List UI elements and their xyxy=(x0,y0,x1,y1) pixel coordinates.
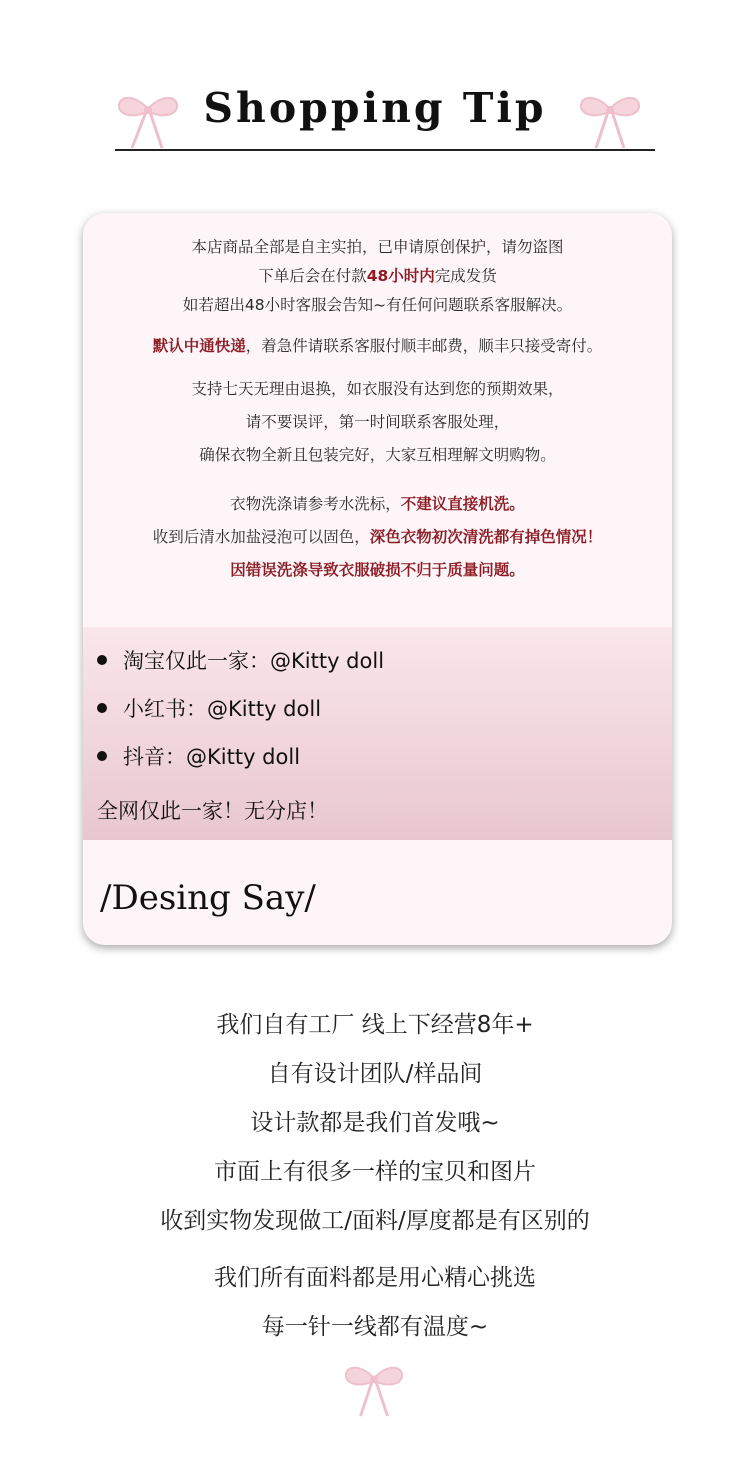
note-highlight: 默认中通快递 xyxy=(152,337,246,355)
note-line: 支持七天无理由退换，如衣服没有达到您的预期效果， xyxy=(191,380,564,398)
shopping-notes xyxy=(83,233,672,587)
header xyxy=(0,0,750,160)
note-line: 确保衣物全新且包装完好，大家互相理解文明购物。 xyxy=(199,446,556,464)
shop-item-label: 抖音：@Kitty doll xyxy=(123,745,301,769)
brand-story xyxy=(0,1001,750,1352)
note-highlight: 不建议直接机洗。 xyxy=(400,495,525,513)
story-line: 市面上有很多一样的宝贝和图片 xyxy=(214,1159,536,1185)
shop-item xyxy=(97,645,384,677)
story-line: 自有设计团队/样品间 xyxy=(267,1061,483,1087)
title-divider xyxy=(115,149,655,151)
note-line xyxy=(83,554,672,587)
note-line: 如若超出48小时客服会告知~有任何问题联系客服解决。 xyxy=(182,296,573,314)
shop-item xyxy=(97,741,300,773)
page-title: Shopping Tip xyxy=(203,84,547,132)
story-line: 收到实物发现做工/面料/厚度都是有区别的 xyxy=(160,1208,590,1234)
note-text: ，着急件请联系客服付顺丰邮费，顺丰只接受寄付。 xyxy=(245,337,603,355)
shop-item-label: 小红书：@Kitty doll xyxy=(123,697,322,721)
story-line: 每一针一线都有温度~ xyxy=(261,1314,489,1340)
story-line: 设计款都是我们首发哦~ xyxy=(250,1110,500,1136)
note-text: 下单后会在付款 xyxy=(258,267,367,285)
note-line: 本店商品全部是自主实拍，已申请原创保护，请勿盗图 xyxy=(191,238,564,256)
note-highlight: 因错误洗涤导致衣服破损不归于质量问题。 xyxy=(230,561,525,579)
info-card xyxy=(83,213,672,945)
bullet-icon xyxy=(97,703,107,713)
bow-ribbon-icon xyxy=(342,1363,406,1419)
bow-ribbon-icon xyxy=(578,93,642,151)
note-line xyxy=(83,262,672,291)
only-store-note: 全网仅此一家！无分店！ xyxy=(97,799,328,823)
note-line: 请不要误评，第一时间联系客服处理， xyxy=(245,413,510,431)
note-line xyxy=(83,488,672,521)
note-highlight: 深色衣物初次清洗都有掉色情况！ xyxy=(369,528,603,546)
bullet-icon xyxy=(97,655,107,665)
note-text: 收到后清水加盐浸泡可以固色， xyxy=(152,528,370,546)
shop-list-band xyxy=(83,627,672,840)
design-say-heading: /Desing Say/ xyxy=(100,878,316,918)
bullet-icon xyxy=(97,751,107,761)
note-highlight: 48小时内 xyxy=(366,267,435,285)
story-line: 我们所有面料都是用心精心挑选 xyxy=(214,1265,536,1291)
note-text: 衣物洗涤请参考水洗标， xyxy=(230,495,401,513)
note-line xyxy=(83,521,672,554)
story-line: 我们自有工厂 线上下经营8年+ xyxy=(216,1012,534,1038)
note-text: 完成发货 xyxy=(434,267,497,285)
note-line xyxy=(83,332,672,361)
shop-item-label: 淘宝仅此一家：@Kitty doll xyxy=(123,649,385,673)
shop-item xyxy=(97,693,321,725)
